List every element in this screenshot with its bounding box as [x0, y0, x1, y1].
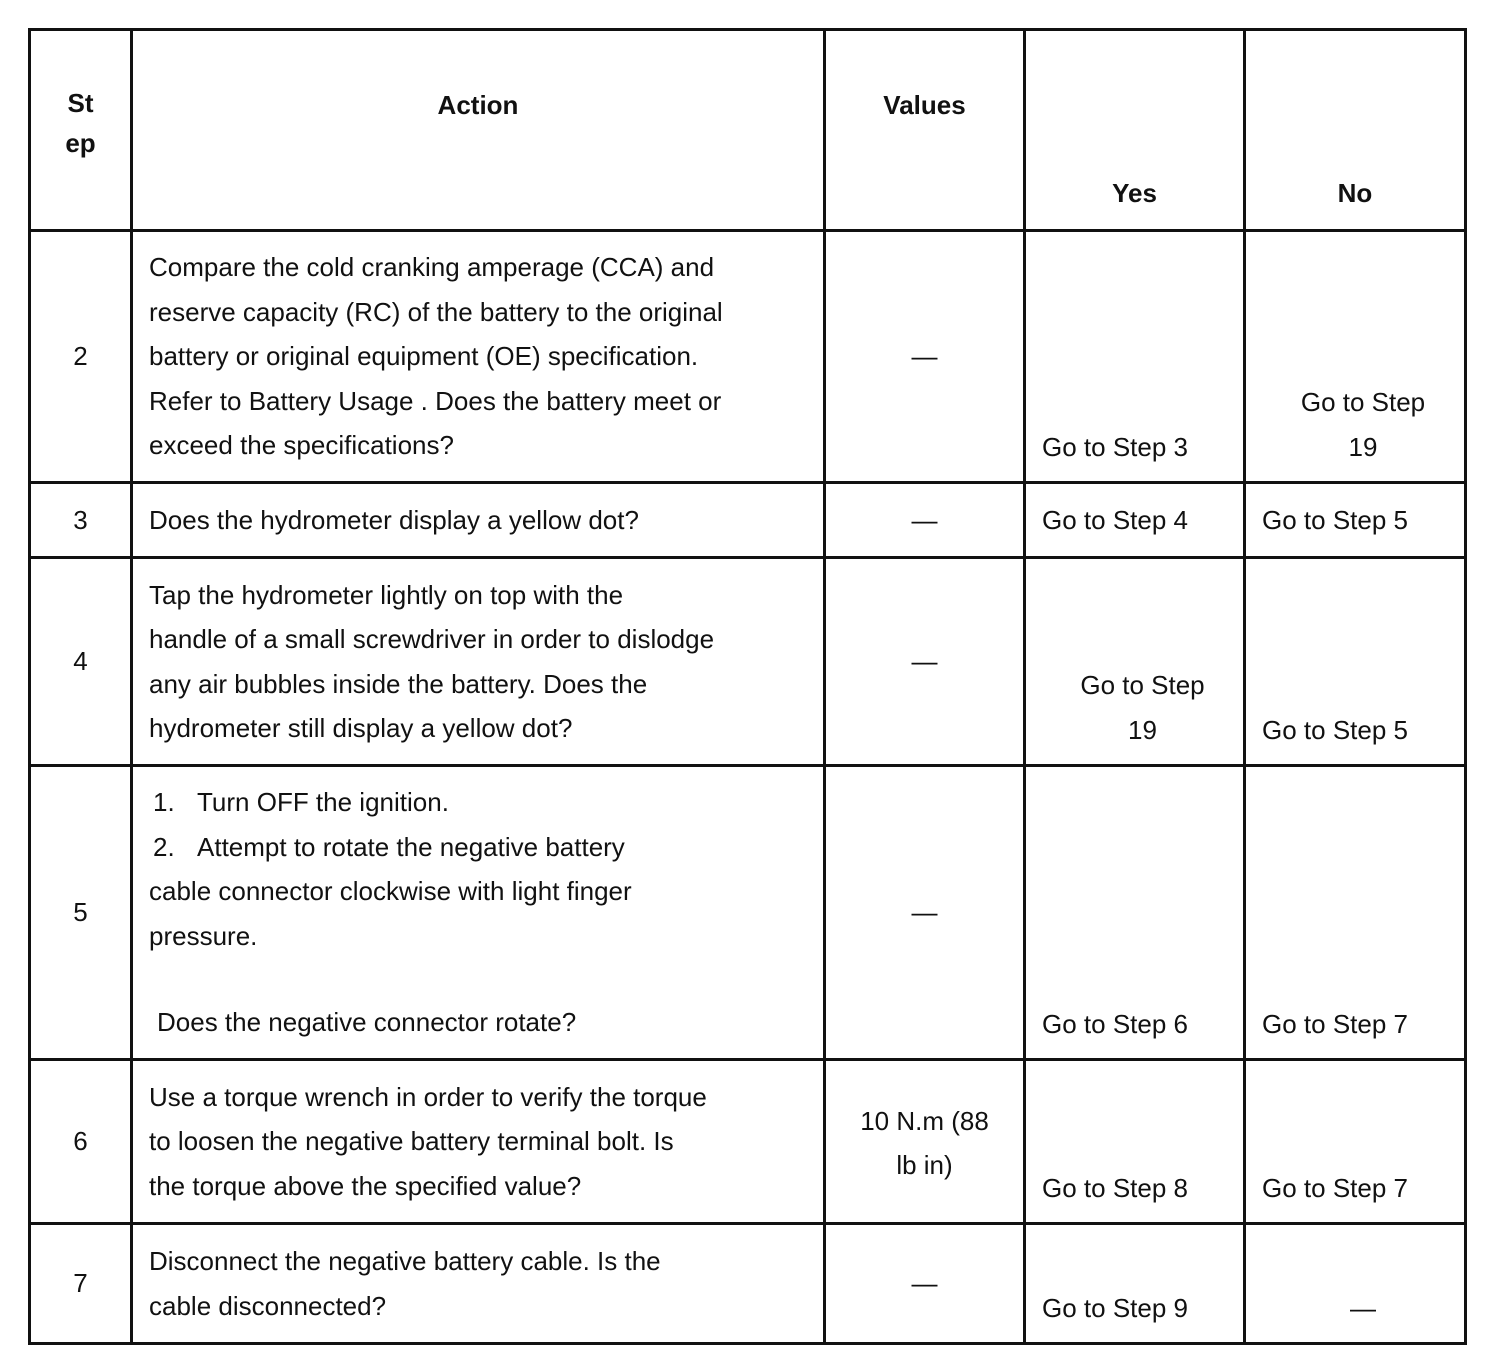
no-cell: [1245, 231, 1466, 483]
value-cell: —: [825, 766, 1025, 1060]
action-line: to loosen the negative battery terminal bolt. Is: [149, 1126, 674, 1157]
action-line: Disconnect the negative battery cable. Is the: [149, 1246, 661, 1276]
table-row: [30, 483, 1466, 558]
step-number: 7: [30, 1224, 132, 1344]
list-item-number: 2.: [153, 831, 175, 862]
action-line: reserve capacity (RC) of the battery to the original: [149, 296, 723, 327]
yes-cell: Go to Step 9: [1025, 1224, 1245, 1344]
no-cell: Go to Step 5: [1245, 558, 1466, 766]
header-action: Action: [132, 30, 825, 231]
action-cell: [132, 558, 825, 766]
header-no: No: [1245, 30, 1466, 231]
no-cell: Go to Step 7: [1245, 1060, 1466, 1224]
action-line: cable connector clockwise with light finger: [149, 876, 632, 907]
table-row: [30, 1224, 1466, 1344]
action-cell: [132, 483, 825, 558]
yes-line: Go to Step: [1080, 670, 1205, 700]
no-line: 19: [1348, 431, 1378, 462]
action-line: Tap the hydrometer lightly on top with the: [149, 579, 624, 610]
header-values: Values: [825, 30, 1025, 231]
table-row: [30, 766, 1466, 1060]
list-item-text: Attempt to rotate the negative battery: [197, 831, 625, 862]
action-line: Does the hydrometer display a yellow dot?: [149, 504, 639, 535]
header-yes: Yes: [1025, 30, 1245, 231]
step-number: 4: [30, 558, 132, 766]
header-step: [30, 30, 132, 231]
header-step-line1: St: [67, 88, 94, 118]
action-line: hydrometer still display a yellow dot?: [149, 713, 573, 743]
table-row: [30, 1060, 1466, 1224]
header-row: [30, 30, 1466, 231]
step-number: 3: [30, 483, 132, 558]
no-cell: Go to Step 7: [1245, 766, 1466, 1060]
step-number: 6: [30, 1060, 132, 1224]
step-number: 2: [30, 231, 132, 483]
action-line: handle of a small screwdriver in order to dislodge: [149, 624, 715, 654]
yes-cell: Go to Step 8: [1025, 1060, 1245, 1224]
value-cell: —: [825, 558, 1025, 766]
list-item: [149, 780, 813, 825]
value-cell: [825, 1060, 1025, 1224]
step-number: 5: [30, 766, 132, 1060]
list-item-text: Turn OFF the ignition.: [197, 787, 449, 818]
value-line: 10 N.m (88: [860, 1106, 989, 1136]
no-line: Go to Step: [1300, 387, 1426, 417]
action-line: battery or original equipment (OE) specification.: [149, 341, 699, 372]
action-line: any air bubbles inside the battery. Does the: [149, 668, 648, 699]
action-line: cable disconnected?: [149, 1290, 387, 1321]
table-row: [30, 558, 1466, 766]
action-line: Refer to Battery Usage . Does the battery meet or: [149, 385, 722, 416]
yes-cell: Go to Step 6: [1025, 766, 1245, 1060]
header-step-line2: ep: [65, 128, 96, 158]
action-cell: [132, 766, 825, 1060]
action-line: the torque above the specified value?: [149, 1170, 582, 1201]
action-line: Compare the cold cranking amperage (CCA) and: [149, 252, 715, 283]
action-question: Does the negative connector rotate?: [157, 1007, 577, 1038]
action-line: pressure.: [149, 920, 258, 951]
value-cell: —: [825, 1224, 1025, 1344]
list-item-number: 1.: [153, 787, 175, 818]
action-cell: [132, 1060, 825, 1224]
no-cell: —: [1245, 1224, 1466, 1344]
value-line: lb in): [896, 1150, 953, 1180]
action-cell: [132, 231, 825, 483]
action-line: exceed the specifications?: [149, 430, 454, 461]
action-cell: [132, 1224, 825, 1344]
diagnostic-table: [28, 28, 1467, 1345]
action-line: Use a torque wrench in order to verify the torque: [149, 1081, 707, 1112]
yes-line: 19: [1128, 714, 1157, 745]
no-cell: Go to Step 5: [1245, 483, 1466, 558]
table-row: [30, 231, 1466, 483]
value-cell: —: [825, 483, 1025, 558]
list-item: [149, 825, 813, 870]
yes-cell: [1025, 558, 1245, 766]
yes-cell: Go to Step 4: [1025, 483, 1245, 558]
yes-cell: Go to Step 3: [1025, 231, 1245, 483]
value-cell: —: [825, 231, 1025, 483]
spacer: [149, 958, 813, 1000]
